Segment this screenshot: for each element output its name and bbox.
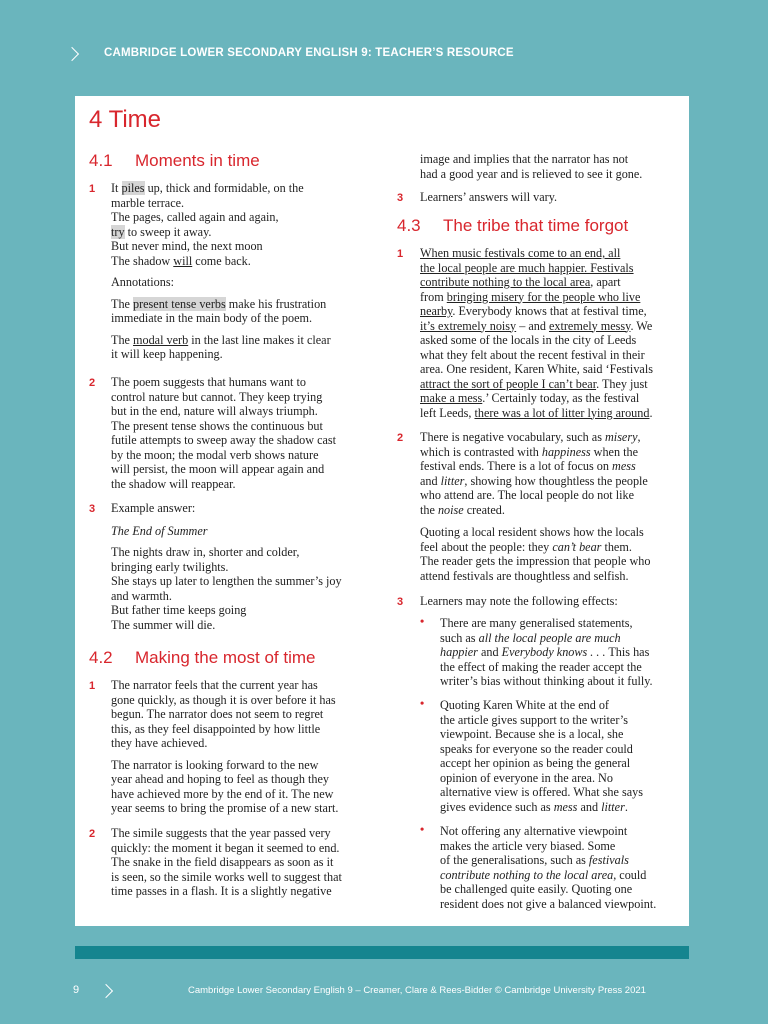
- section-4-3-heading: 4.3 The tribe that time forgot: [397, 216, 629, 235]
- section-4-2-heading: 4.2 Making the most of time: [89, 648, 316, 667]
- item-number: 3: [89, 503, 96, 515]
- answer-text: Learners may note the following effects:: [420, 594, 618, 608]
- bullet-point: Quoting Karen White at the end of the article gives support to the writer’s viewpoint. Because she is a local, she speaks for everyone so the reader could accept her opinion as being the general opinion of everyone in the area. No alternative view is offered. What she says gives evidence such as mess and litter.: [440, 698, 643, 814]
- poem-extract: It piles up, thick and formidable, on the marble terrace. The pages, called again and again, try to sweep it away. But never mind, the next moon The shadow will come back. Annotations: The present tense verbs make his frustration immediate in the main body of the poem. The modal verb in the last line makes it clear it will keep happening.: [111, 181, 331, 361]
- item-number: 3: [397, 192, 404, 204]
- footer-copyright: Cambridge Lower Secondary English 9 – Creamer, Clare & Rees-Bidder © Cambridge University Press 2021: [188, 985, 646, 996]
- item-number: 3: [397, 596, 404, 608]
- item-number: 2: [397, 432, 404, 444]
- bullet-icon: •: [420, 614, 425, 628]
- item-number: 1: [89, 183, 96, 195]
- item-number: 2: [89, 377, 96, 389]
- content-page: [75, 96, 689, 926]
- answer-text: The poem suggests that humans want to control nature but cannot. They keep trying but in the end, nature will always triumph. The present tense shows the continuous but futile attempts to sweep away the shadow cast by the moon; the modal verb shows nature will persist, the moon will appear again and the shadow will reappear.: [111, 375, 337, 491]
- answer-text: There is negative vocabulary, such as misery, which is contrasted with happiness when the festival ends. There is a lot of focus on mess and litter, showing how thoughtless the people who attend are. The local people do not like the noise created. Quoting a local resident shows how the locals feel about the people: they can’t bear them. The reader gets the impression that people who attend festivals are thoughtless and selfish.: [420, 430, 651, 583]
- answer-text: image and implies that the narrator has not had a good year and is relieved to see it gone.: [420, 152, 643, 181]
- bullet-icon: •: [420, 696, 425, 710]
- page-header: [0, 0, 768, 95]
- page-number: 9: [73, 984, 80, 996]
- answer-text: The narrator feels that the current year has gone quickly, as though it is over before it has begun. The narrator does not seem to regret this, as they feel disappointed by how little they have achieved. The narrator is looking forward to the new year ahead and hoping to feel as though they have achieved more by the end of it. The new year seems to bring the promise of a new start.: [111, 678, 339, 815]
- chevron-right-icon: [99, 984, 113, 998]
- item-number: 1: [89, 680, 96, 692]
- answer-text: Learners’ answers will vary.: [420, 190, 558, 204]
- footer-band: [75, 946, 689, 959]
- unit-title: 4 Time: [89, 106, 162, 133]
- chevron-right-icon: [65, 47, 79, 61]
- bullet-point: Not offering any alternative viewpoint makes the article very biased. Some of the generalisations, such as festivals contribute nothing to the local area, could be challenged quite easily. Quoting one resident does not give a balanced viewpoint.: [440, 824, 657, 911]
- example-answer: Example answer: The End of Summer The nights draw in, shorter and colder, bringing early twilights. She stays up later to lengthen the summer’s joy and warmth. But father time keeps going The summer will die.: [111, 501, 342, 632]
- answer-text: The simile suggests that the year passed very quickly: the moment it began it seemed to end. The snake in the field disappears as soon as it is seen, so the simile works well to suggest that time passes in a flash. It is a slightly negative: [111, 826, 342, 898]
- article-extract: When music festivals come to an end, all the local people are much happier. Festivals contribute nothing to the local area, apart from bringing misery for the people who live nearby. Everybody knows that at festival time, it’s extremely noisy – and extremely messy. We asked some of the locals in the city of Leeds what they felt about the recent festival in their area. One resident, Karen White, said ‘Festivals attract the sort of people I can’t bear. They just make a mess.’ Certainly today, as the festival left Leeds, there was a lot of litter lying around.: [420, 246, 653, 420]
- item-number: 1: [397, 248, 404, 260]
- item-number: 2: [89, 828, 96, 840]
- header-title: CAMBRIDGE LOWER SECONDARY ENGLISH 9: TEACHER’S RESOURCE: [104, 47, 514, 59]
- bullet-point: There are many generalised statements, such as all the local people are much happier and Everybody knows . . . This has the effect of making the reader accept the writer’s bias without thinking about it fully.: [440, 616, 653, 688]
- bullet-icon: •: [420, 822, 425, 836]
- section-4-1-heading: 4.1 Moments in time: [89, 151, 260, 170]
